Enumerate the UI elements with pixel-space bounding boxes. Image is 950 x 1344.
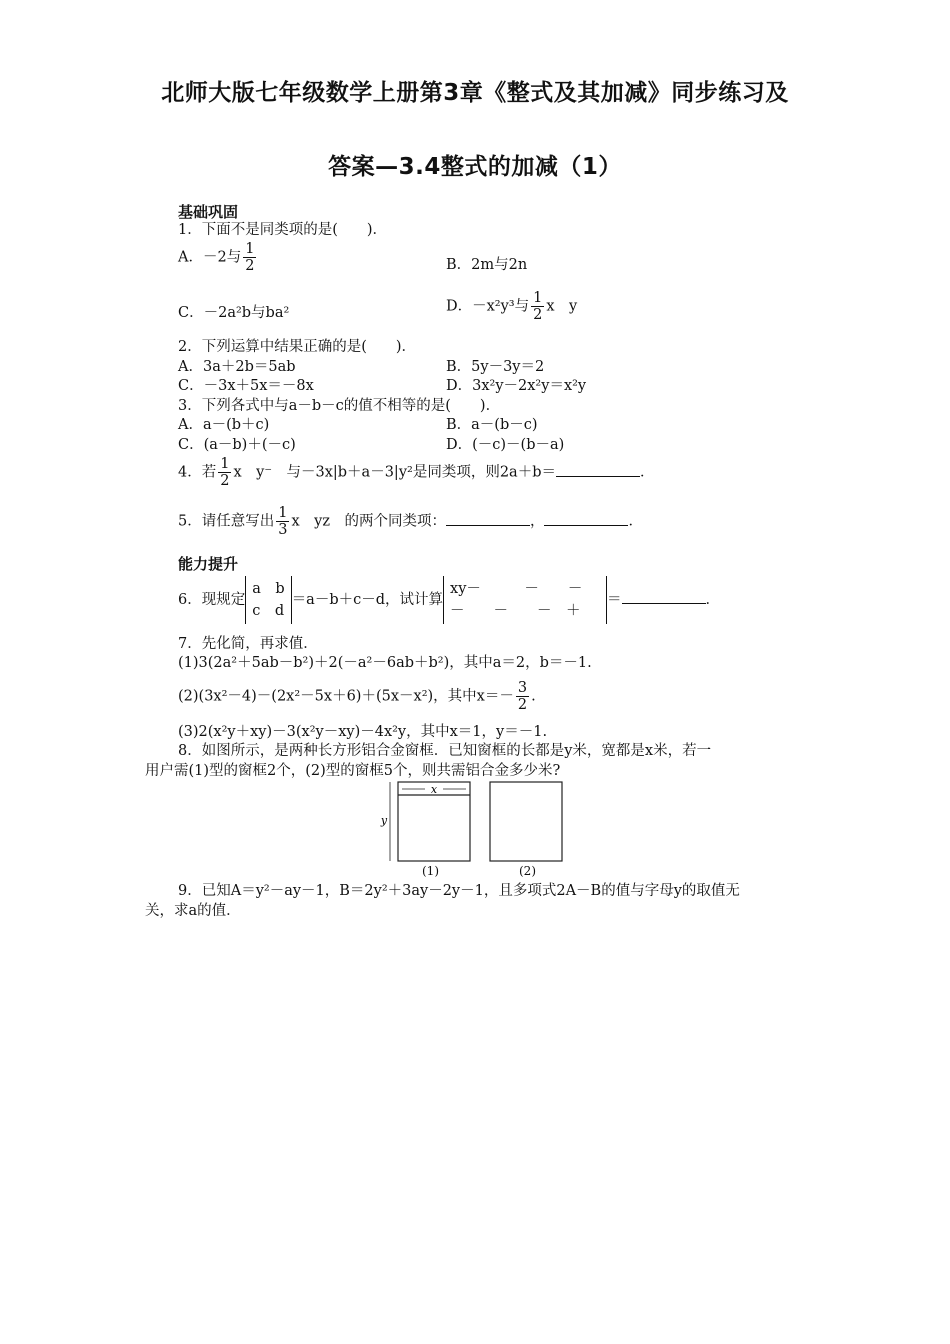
answer-blank[interactable] <box>556 462 640 477</box>
q1-a-text: A．－2与 <box>178 249 242 266</box>
q6 <box>178 576 720 624</box>
fraction: $\frac{1}{2}$ <box>245 241 255 274</box>
fraction: $\frac{1}{2}$ <box>533 290 543 323</box>
q7-part3: (3)2(x²y＋xy)－3(x²y－xy)－4x²y，其中x＝1，y＝－1. <box>178 724 548 740</box>
answer-blank[interactable] <box>622 589 706 604</box>
caption-1: (1) <box>422 864 439 878</box>
q1-d-text: D．－x²y³与 <box>446 298 530 315</box>
frame-type-2 <box>490 782 562 861</box>
q6-post: ＝ <box>607 592 622 608</box>
q4-pre: 4．若 <box>178 464 217 481</box>
q1-option-d <box>446 290 577 323</box>
q7-part1: (1)3(2a²＋5ab－b²)＋2(－a²－6ab＋b²)，其中a＝2，b＝－1. <box>178 655 592 671</box>
q3-option-b: B．a－(b－c) <box>446 417 538 433</box>
q1-option-b: B．2m与2n <box>446 257 528 273</box>
caption-2: (2) <box>519 864 536 878</box>
q5-post: ． <box>628 513 643 530</box>
q1-option-c: C．－2a²b与ba² <box>178 305 290 321</box>
q1-stem: 1．下面不是同类项的是( )． <box>178 222 388 238</box>
q5-mid: x yz 的两个同类项： <box>291 513 446 530</box>
page-title-line1: 北师大版七年级数学上册第3章《整式及其加减》同步练习及 <box>161 80 789 106</box>
q7-part2 <box>178 680 536 713</box>
q4 <box>178 456 654 489</box>
q2-option-c: C．－3x＋5x＝－8x <box>178 378 314 394</box>
q9-line2: 关，求a的值． <box>145 903 241 919</box>
label-y: y <box>380 814 388 827</box>
section-basic: 基础巩固 <box>178 203 239 221</box>
q6-pre: 6．现规定 <box>178 592 246 608</box>
fraction: $\frac{3}{2}$ <box>517 680 528 713</box>
q8-line1: 8．如图所示，是两种长方形铝合金窗框．已知窗框的长都是y米，宽都是x米，若一 <box>178 743 712 759</box>
window-frame-figure <box>380 776 580 876</box>
q6-end: ． <box>705 592 721 608</box>
q4-post: ． <box>639 464 655 481</box>
q2-option-b: B．5y－3y＝2 <box>446 359 545 375</box>
q5 <box>178 505 643 538</box>
q7-p2-post: . <box>531 688 536 705</box>
fraction: $\frac{1}{3}$ <box>278 505 288 538</box>
answer-blank[interactable] <box>446 511 530 526</box>
q3-option-d: D．(－c)－(b－a) <box>446 437 565 453</box>
q5-sep: ， <box>529 513 545 530</box>
determinant-expression: xy－ － － － － － ＋ <box>443 576 607 624</box>
answer-blank[interactable] <box>544 511 628 526</box>
q2-option-d: D．3x²y－2x²y＝x²y <box>446 378 587 394</box>
q3-option-c: C．(a－b)＋(－c) <box>178 437 296 453</box>
q3-option-a: A．a－(b＋c) <box>178 417 270 433</box>
q2-stem: 2．下列运算中结果正确的是( )． <box>178 339 417 355</box>
q5-pre: 5．请任意写出 <box>178 513 275 530</box>
q7-stem: 7．先化简，再求值． <box>178 636 318 652</box>
label-x: x <box>430 783 438 796</box>
q1-option-a <box>178 241 258 274</box>
determinant-abcd: a b c d <box>245 576 291 624</box>
q6-mid: ＝a－b＋c－d，试计算 <box>291 592 444 608</box>
q7-p2-pre: (2)(3x²－4)－(2x²－5x＋6)＋(5x－x²)，其中x＝－ <box>178 688 514 705</box>
q3-stem: 3．下列各式中与a－b－c的值不相等的是( )． <box>178 398 501 414</box>
section-advanced: 能力提升 <box>178 555 239 573</box>
q2-option-a: A．3a＋2b＝5ab <box>178 359 296 375</box>
page-title-line2: 答案—3.4整式的加减（1） <box>328 154 622 180</box>
q9-line1: 9．已知A＝y²－ay－1，B＝2y²＋3ay－2y－1，且多项式2A－B的值与字母y的取值无 <box>178 883 740 899</box>
q1-d-post: x y <box>546 298 578 315</box>
q4-mid: x y⁻ 与－3x|b＋a－3|y²是同类项，则2a＋b＝ <box>233 464 556 481</box>
fraction: $\frac{1}{2}$ <box>220 456 230 489</box>
q8-line2: 用户需(1)型的窗框2个，(2)型的窗框5个，则共需铝合金多少米? <box>145 763 561 779</box>
frame-type-1 <box>380 782 470 861</box>
